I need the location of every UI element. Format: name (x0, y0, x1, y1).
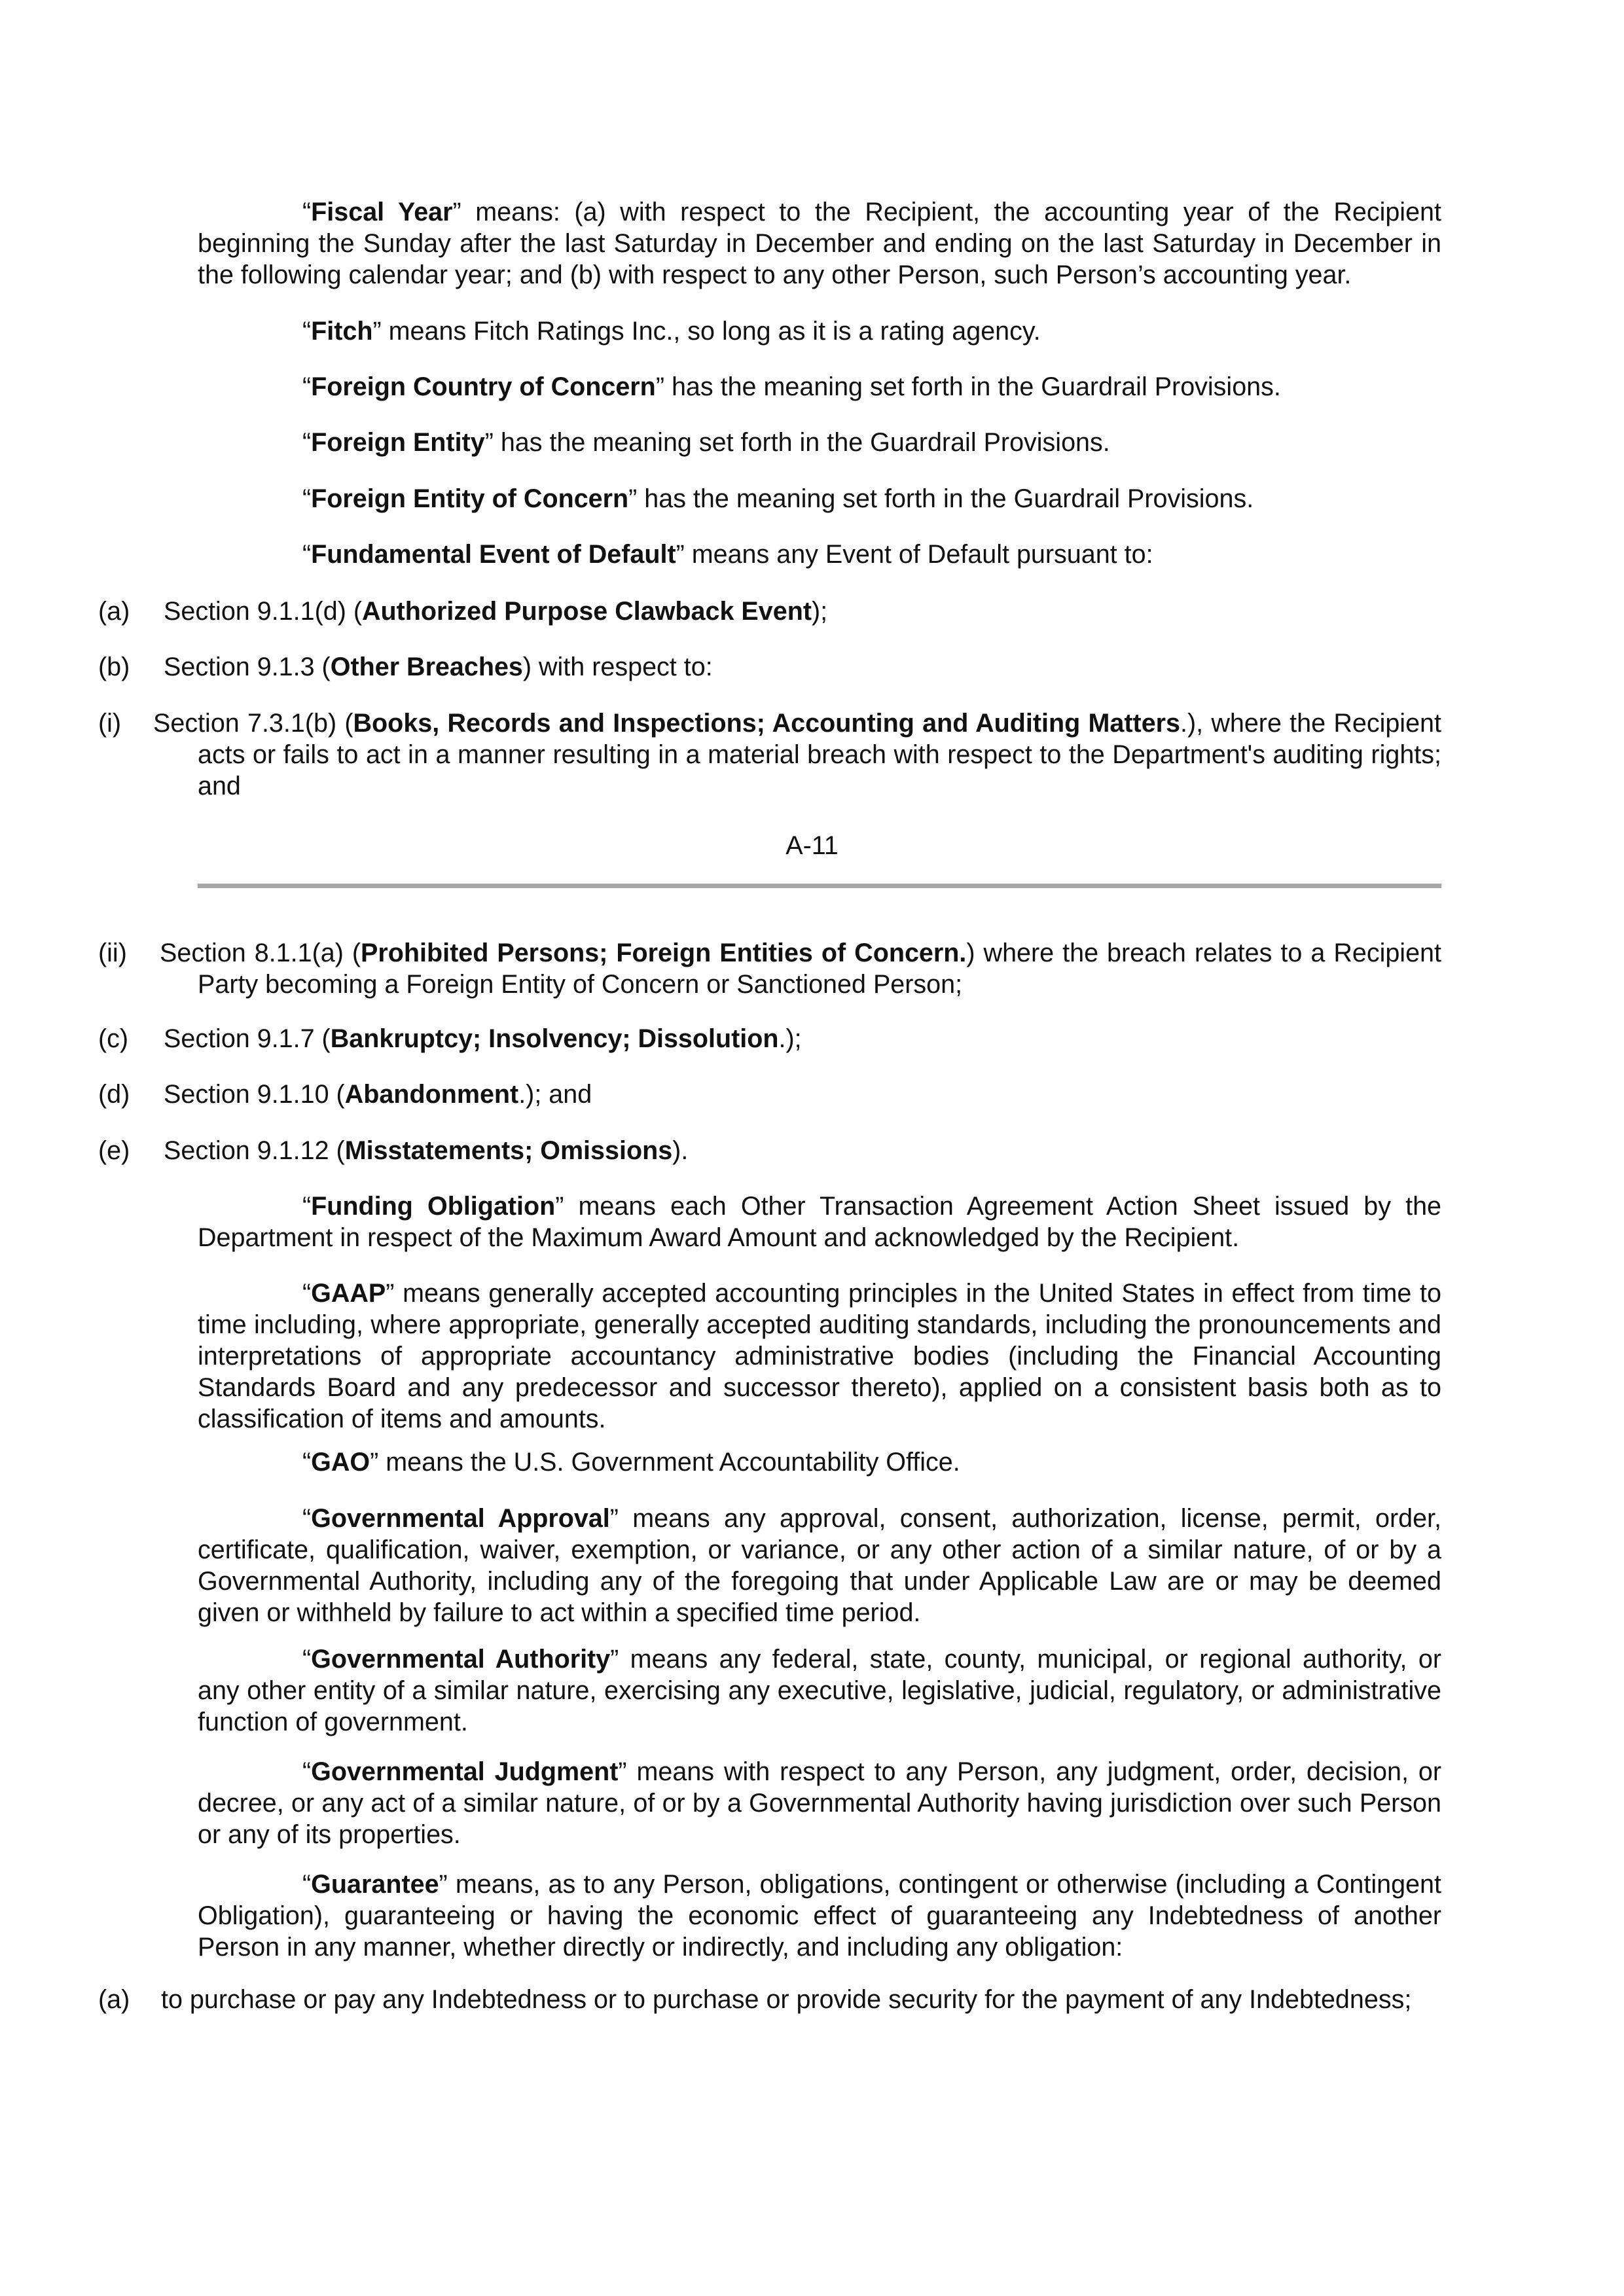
list-marker: (c) (98, 1024, 129, 1053)
list-item-d: (d) Section 9.1.10 (Abandonment.); and (98, 1080, 592, 1109)
list-marker: (d) (98, 1080, 130, 1109)
definition-governmental-authority: “Governmental Authority” means any federal, state, county, municipal, or regional authority, or any other entity of a similar nature, exercising any executive, legislative, judicial, regulatory, or administrative function of government. (198, 1645, 1441, 1736)
defined-term: Fiscal Year (311, 198, 453, 226)
defined-term: Foreign Entity (311, 428, 485, 457)
defined-term: Foreign Entity of Concern (311, 484, 629, 513)
list-marker: (ii) (98, 939, 127, 967)
list-marker: (a) (98, 597, 130, 626)
definition-foreign-entity: “Foreign Entity” has the meaning set forth in the Guardrail Provisions. (302, 428, 1110, 457)
definition-foreign-entity-of-concern: “Foreign Entity of Concern” has the meaning set forth in the Guardrail Provisions. (302, 484, 1254, 513)
list-marker: (e) (98, 1136, 130, 1165)
list-item-b: (b) Section 9.1.3 (Other Breaches) with respect to: (98, 653, 713, 681)
defined-term: Funding Obligation (311, 1192, 556, 1221)
defined-term: Foreign Country of Concern (311, 372, 656, 401)
definition-fiscal-year: “Fiscal Year” means: (a) with respect to the Recipient, the accounting year of the Recipient beginning the Sunday after the last Saturday in December and ending on the last Saturday in December in the following calendar year; and (b) with respect to any other Person, such Person’s accounting year. (198, 198, 1441, 289)
list-marker: (a) (98, 1985, 130, 2014)
defined-term: Guarantee (311, 1870, 439, 1899)
list-marker: (b) (98, 653, 130, 681)
definition-fitch: “Fitch” means Fitch Ratings Inc., so long as it is a rating agency. (302, 317, 1041, 346)
page-divider (198, 884, 1441, 888)
definition-funding-obligation: “Funding Obligation” means each Other Transaction Agreement Action Sheet issued by the Department in respect of the Maximum Award Amount and acknowledged by the Recipient. (198, 1192, 1442, 1252)
defined-term: GAAP (311, 1279, 386, 1308)
definition-gao: “GAO” means the U.S. Government Accountability Office. (302, 1448, 960, 1477)
definition-fundamental-event-of-default: “Fundamental Event of Default” means any Event of Default pursuant to: (302, 540, 1153, 569)
definition-gaap: “GAAP” means generally accepted accounting principles in the United States in effect from time to time including, where appropriate, generally accepted auditing standards, including the pronouncements and interpretations of appropriate accountancy administrative bodies (including the Financial Accounting Standards Board and any predecessor and successor thereto), applied on a consistent basis both as to classification of items and amounts. (198, 1279, 1441, 1433)
defined-term: Governmental Judgment (311, 1757, 619, 1786)
definition-governmental-approval: “Governmental Approval” means any approval, consent, authorization, license, permit, order, certificate, qualification, waiver, exemption, or variance, or any other action of a similar nature, of or by a Governmental Authority, including any of the foregoing that under Applicable Law are or may be deemed given or withheld by failure to act within a specified time period. (198, 1504, 1441, 1627)
list-item-ii-text: Section 8.1.1(a) (Prohibited Persons; Foreign Entities of Concern.) where the breach relates to a Recipient Party becoming a Foreign Entity of Concern or Sanctioned Person; (160, 939, 1441, 999)
list-item-a: (a) Section 9.1.1(d) (Authorized Purpose Clawback Event); (98, 597, 828, 626)
list-item-e: (e) Section 9.1.12 (Misstatements; Omissions). (98, 1136, 689, 1165)
defined-term: Governmental Approval (311, 1504, 610, 1533)
defined-term: GAO (311, 1448, 370, 1477)
list-marker: (i) (98, 709, 122, 738)
definition-foreign-country-of-concern: “Foreign Country of Concern” has the meaning set forth in the Guardrail Provisions. (302, 372, 1281, 401)
definition-governmental-judgment: “Governmental Judgment” means with respect to any Person, any judgment, order, decision, or decree, or any act of a similar nature, of or by a Governmental Authority having jurisdiction over such Person or any of its properties. (198, 1757, 1441, 1849)
list-item-guarantee-a-text: to purchase or pay any Indebtedness or to purchase or provide security for the payment of any Indebtedness; (161, 1985, 1412, 2014)
list-item-i-text: Section 7.3.1(b) (Books, Records and Inspections; Accounting and Auditing Matters.), where the Recipient acts or fails to act in a manner resulting in a material breach with respect to the Department's auditing rights; and (153, 709, 1441, 800)
defined-term: Fitch (311, 317, 373, 346)
list-item-c: (c) Section 9.1.7 (Bankruptcy; Insolvency; Dissolution.); (98, 1024, 802, 1053)
page-number: A-11 (785, 831, 839, 860)
defined-term: Fundamental Event of Default (311, 540, 676, 569)
defined-term: Governmental Authority (311, 1645, 611, 1674)
definition-guarantee: “Guarantee” means, as to any Person, obligations, contingent or otherwise (including a Contingent Obligation), guaranteeing or having the economic effect of guaranteeing any Indebtedness of another Person in any manner, whether directly or indirectly, and including any obligation: (198, 1870, 1441, 1962)
